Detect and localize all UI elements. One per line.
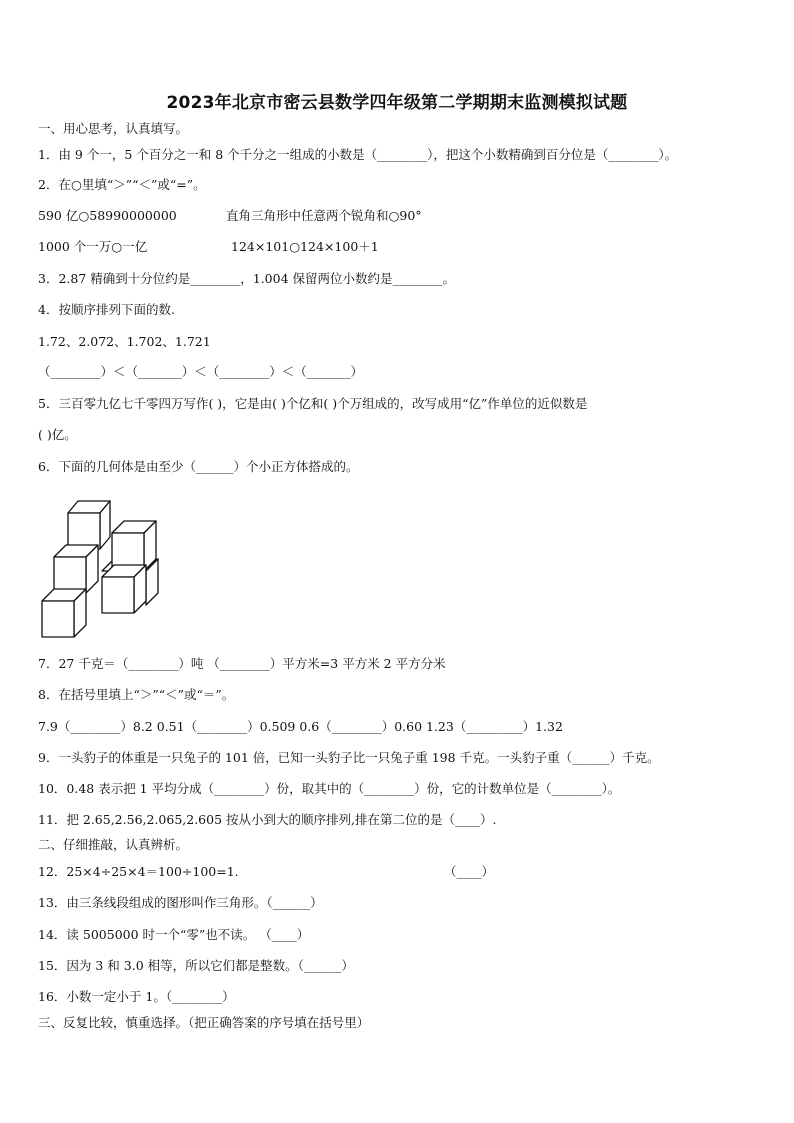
question-2-item-c: 1000 个一万○一亿 [38,239,148,254]
question-9: 9．一头豹子的体重是一只兔子的 101 倍，已知一头豹子比一只兔子重 198 千克。一头豹子重（______）千克。 [38,750,660,765]
question-1: 1．由 9 个一，5 个百分之一和 8 个千分之一组成的小数是（________），把这个小数精确到百分位是（________）。 [38,147,678,162]
question-5-continued: ( )亿。 [38,427,77,442]
question-15: 15．因为 3 和 3.0 相等，所以它们都是整数。（______） [38,958,354,973]
question-2-item-b: 直角三角形中任意两个锐角和○90° [226,208,422,223]
question-5: 5．三百零九亿七千零四万写作( )，它是由( )个亿和( )个万组成的，改写成用“亿”作单位的近似数是 [38,396,588,411]
question-14: 14．读 5005000 时一个“零”也不读。 （____） [38,927,310,942]
question-6: 6．下面的几何体是由至少（______）个小正方体搭成的。 [38,459,359,474]
page-title: 2023年北京市密云县数学四年级第二学期期末监测模拟试题 [166,93,628,113]
section-3-heading: 三、反复比较，慎重选择。（把正确答案的序号填在括号里） [38,1015,370,1030]
question-11: 11．把 2.65,2.56,2.065,2.605 按从小到大的顺序排列,排在第二位的是（____）. [38,812,497,827]
section-1-heading: 一、用心思考，认真填写。 [38,121,189,136]
question-13: 13．由三条线段组成的图形叫作三角形。（______） [38,895,323,910]
cube-stack-figure [40,495,170,643]
question-2: 2．在○里填“＞”“＜”或“=”。 [38,177,206,192]
question-12: 12．25×4÷25×4＝100÷100=1. [38,864,239,879]
question-16: 16．小数一定小于 1。（________） [38,989,235,1004]
question-4-answer-blanks: （________）＜（_______）＜（________）＜（_______） [38,364,364,379]
question-3: 3．2.87 精确到十分位约是________，1.004 保留两位小数约是________。 [38,271,456,286]
question-2-item-d: 124×101○124×100＋1 [231,239,379,254]
section-2-heading: 二、仔细推敲，认真辨析。 [38,837,189,852]
question-4-numbers: 1.72、2.072、1.702、1.721 [38,334,211,349]
question-2-item-a: 590 亿○58990000000 [38,208,177,223]
question-10: 10．0.48 表示把 1 平均分成（________）份，取其中的（________）份，它的计数单位是（________）。 [38,781,621,796]
question-4: 4．按顺序排列下面的数. [38,302,175,317]
question-8-items: 7.9（________）8.2 0.51（________）0.509 0.6（________）0.60 1.23（_________）1.32 [38,719,563,734]
question-8: 8．在括号里填上“＞”“＜”或“＝”。 [38,687,235,702]
question-7: 7．27 千克＝（________）吨 （________）平方米=3 平方米 2 平方分米 [38,656,446,671]
question-12-blank: （____） [444,864,495,879]
